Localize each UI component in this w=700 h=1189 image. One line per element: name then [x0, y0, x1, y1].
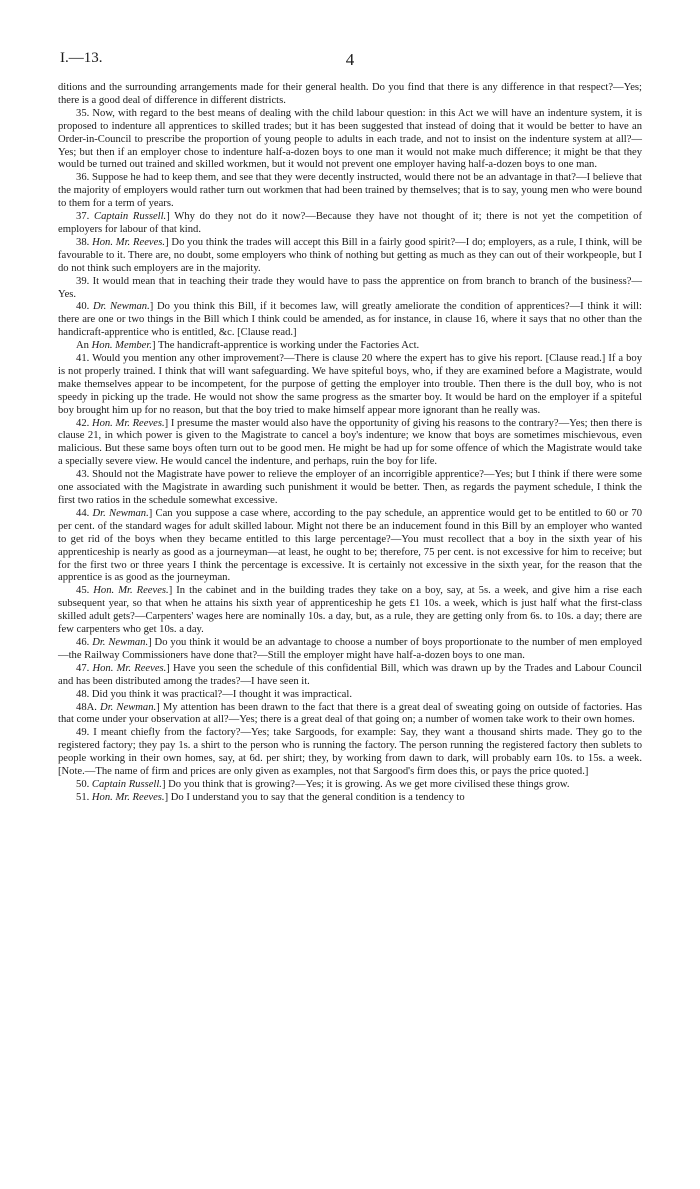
paragraph-text: ] The handicraft-apprentice is working under the Factories Act.: [151, 340, 420, 352]
paragraph: [58, 689, 642, 702]
speaker-name: Hon. Mr. Reeves.: [91, 791, 165, 803]
evidence-text: [58, 82, 642, 805]
paragraph: [58, 792, 642, 805]
speaker-name: Hon. Mr. Reeves.: [93, 585, 169, 597]
paragraph-text: ] My attention has been drawn to the fact that there is a great deal of sweating going on outside of factories. Has that come under your observation at all?—Yes; there is a great deal of that going on; a number of women take work to their own homes.: [58, 701, 642, 726]
page-number: 4: [345, 50, 355, 69]
paragraph-text: ] In the cabinet and in the building trades they take on a boy, say, at 5s. a week, and give him a rise each subsequent year, so that when he attains his sixth year of apprenticeship he gets £1 10s. a week, which is just half what the first-class skilled adult gets?—Carpenters' wages here are nominally 10s. a day, but, as a rule, they are getting only from 6s. to 10s. a day; there are few carpenters who get 10s. a day.: [58, 585, 642, 636]
speaker-name: Dr. Newman.: [93, 301, 150, 313]
paragraph-text: 35. Now, with regard to the best means of dealing with the child labour question: in this Act we will have an indenture system, it is proposed to indenture all apprentices to skilled trades; but it has been suggested that instead of doing that it would be better to have an Order-in-Council to prescribe the proportion of young people to adults in each trade, and not to insist on the indenture system at all?—Yes; but then if an employer chose to indenture half-a-dozen boys to one man it would not make much difference; it might be that they would be turned out trained and skilled workmen, but it would not prevent one employer having half-a-dozen boys to one man.: [58, 107, 642, 171]
document-reference: I.—13.: [60, 50, 103, 66]
paragraph: [58, 172, 642, 211]
paragraph: [58, 82, 642, 108]
paragraph-lead: 50.: [76, 778, 92, 790]
paragraph-text: ] Do you think it would be an advantage to choose a number of boys proportionate to the number of men employed—the Railway Commissioners have done that?—Still the employer might have half-a-dozen boys to one man.: [58, 636, 643, 661]
paragraph-text: ditions and the surrounding arrangements made for their general health. Do you find that there is any difference in that respect?—Yes; there is a good deal of difference in different districts.: [58, 82, 642, 106]
paragraph-text: 43. Should not the Magistrate have power to relieve the employer of an incorrigible apprentice?—Yes; but I think if there were some one associated with the Magistrate in awarding such punishment it would be better. Then, as regards the payment schedule, I think the first two ratios in the schedule somewhat excessive.: [58, 469, 642, 506]
speaker-name: Hon. Member.: [91, 340, 152, 352]
speaker-name: Dr. Newman.: [92, 636, 149, 648]
paragraph: [58, 418, 642, 470]
paragraph: [58, 779, 642, 792]
paragraph-text: ] Do you think the trades will accept this Bill in a fairly good spirit?—I do; employers, as a rule, I think, will be favourable to it. There are, no doubt, some employers who think of nothing but getting as much as they can out of their workpeople, but I do not think such employers are in the majority.: [58, 236, 642, 274]
paragraph-lead: 48A.: [76, 701, 101, 713]
paragraph-lead: 37.: [76, 211, 95, 223]
paragraph-lead: 47.: [76, 662, 93, 674]
paragraph: [58, 237, 642, 276]
paragraph-text: ] I presume the master would also have the opportunity of giving his reasons to the contrary?—Yes; then there is clause 21, in which power is given to the Magistrate to cancel a boy's indenture; we know that boys are sometimes mischievous, even malicious. But these same boys often turn out to be good men. He might be had up for some offence of which the Magistrate would take a specially severe view. He would cancel the indenture, and perhaps, ruin the boy for life.: [58, 417, 642, 468]
paragraph: [58, 108, 642, 173]
paragraph-lead: 38.: [76, 236, 93, 248]
paragraph: [58, 508, 642, 585]
paragraph-text: 48. Did you think it was practical?—I thought it was impractical.: [76, 688, 352, 700]
paragraph: [58, 637, 642, 663]
paragraph-text: ] Can you suppose a case where, according to the pay schedule, an apprentice would get to be entitled to 60 or 70 per cent. of the standard wages for adult skilled labour. Might not there be an inducement found in this Bill by an employer who wanted to get rid of the boys when they became entitled to this large percentage?—You must recollect that a boy in the sixth year of his apprenticeship is nearly as good as a journeyman—at least, he ought to be; therefore, 75 per cent. is not excessive for him to receive; but for the first two or three years I think the percentage is excessive. It is certainly not excessive in the sixth year, for the reason that the apprentice is as good as the journeyman.: [58, 507, 643, 584]
speaker-name: Hon. Mr. Reeves.: [91, 417, 165, 429]
paragraph-text: ] Have you seen the schedule of this confidential Bill, which was drawn up by the Trades and Labour Council and has been distributed among the trades?—I have seen it.: [58, 662, 642, 687]
paragraph-text: ] Do I understand you to say that the general condition is a tendency to: [164, 791, 465, 803]
paragraph-text: 36. Suppose he had to keep them, and see that they were decently instructed, would there not be an advantage in that?—I believe that the majority of employers would rather turn out workmen that had been trained by themselves; that is to say, young men who were bound to them for a term of years.: [58, 172, 642, 210]
paragraph-text: ] Do you think that is growing?—Yes; it is growing. As we get more civilised these things grow.: [161, 778, 570, 790]
paragraph-text: 39. It would mean that in teaching their trade they would have to pass the apprentice on from branch to branch of the business?—Yes.: [58, 275, 642, 300]
paragraph: [58, 340, 642, 353]
paragraph-text: ] Why do they not do it now?—Because they have not thought of it; there is not yet the competition of employers for labour of that kind.: [58, 211, 642, 235]
page-header: [58, 50, 642, 74]
paragraph-lead: An: [76, 340, 92, 352]
paragraph: [58, 211, 642, 237]
paragraph: [58, 469, 642, 508]
paragraph: [58, 276, 642, 302]
speaker-name: Hon. Mr. Reeves.: [92, 662, 167, 674]
speaker-name: Captain Russell.: [94, 211, 167, 223]
speaker-name: Dr. Newman.: [92, 507, 149, 519]
paragraph-text: 41. Would you mention any other improvement?—There is clause 20 where the expert has to give his report. [Clause read.] If a boy is not properly trained. I think that will want safeguarding. We have spiteful boys, who, if they are examined before a Magistrate, would make themselves appear to be incompetent, for the purpose of getting the employer into trouble. Then there is the dull boy, who is not speedy in picking up the trade. He would not show the same progress as the smarter boy. It would be hard on the employer if a spiteful boy brought him up for no reason, but that the boy tried to make himself appear more ignorant than he really was.: [58, 353, 642, 416]
paragraph-lead: 44.: [76, 507, 93, 519]
paragraph-text: 49. I meant chiefly from the factory?—Yes; take Sargoods, for example: Say, they want a thousand shirts made. They go to the registered factory; they pay 1s. a shirt to the person who is running the factory. The person running the registered factory then sublets to people working in their own homes, say, at 6d. per shirt; they, by working from dawn to dark, will probably earn 10s. to 15s. a week. [Note.—The name of firm and prices are only given as examples, not that Sargood's firm does this, or pays the price quoted.]: [58, 727, 642, 778]
speaker-name: Dr. Newman.: [100, 701, 157, 713]
paragraph: [58, 702, 642, 728]
paragraph: [58, 727, 642, 779]
paragraph-text: ] Do you think this Bill, if it becomes law, will greatly ameliorate the condition of apprentices?—I think it will: there are one or two things in the Bill which I think could be amended, as for instance, in clause 16, where it says that no other than the handicraft-apprentice who is entitled, &c. [Clause read.]: [58, 301, 643, 339]
paragraph: [58, 353, 642, 418]
paragraph: [58, 301, 642, 340]
paragraph: [58, 585, 642, 637]
speaker-name: Captain Russell.: [91, 778, 162, 790]
paragraph-lead: 51.: [76, 791, 92, 803]
paragraph-lead: 46.: [76, 636, 93, 648]
paragraph-lead: 42.: [76, 417, 92, 429]
paragraph: [58, 663, 642, 689]
paragraph-lead: 40.: [76, 301, 93, 313]
paragraph-lead: 45.: [76, 585, 94, 597]
speaker-name: Hon. Mr. Reeves.: [92, 236, 166, 248]
